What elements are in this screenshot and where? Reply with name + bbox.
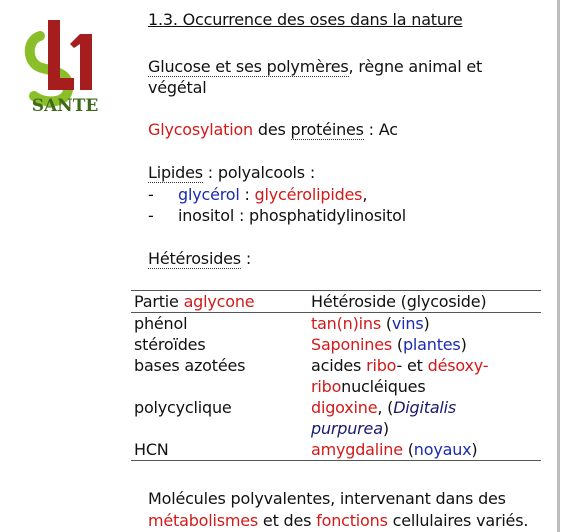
l1-sante-logo [24,16,106,116]
logo-one-flag [70,34,80,48]
table-row: phénol tan(n)ins (vins) [134,314,430,333]
logo-text: SANTE [31,96,99,116]
logo-l-foot [48,78,74,90]
glucose-paragraph: Glucose et ses polymères, règne animal et végétal [148,57,483,97]
list-item: - glycérol : glycérolipides, [148,185,368,204]
glycosylation-term: Glycosylation [148,120,254,139]
heterosides-label: Hétérosides [148,249,241,268]
page-title: 1.3. Occurrence des oses dans la nature [148,10,463,29]
footer-paragraph: Molécules polyvalentes, intervenant dans des métabolismes et des fonctions cellulaires variés. [148,489,529,530]
lipides-label: Lipides [148,163,203,182]
list-item: - inositol : phosphatidylinositol [148,206,407,225]
lipides-heading: Lipides : polyalcools : [148,163,316,182]
table-header-row: Partie aglycone Hétéroside (glycoside) [131,291,541,313]
heterosides-heading: Hétérosides : [148,249,252,268]
table-row: polycyclique digoxine, (Digitalis purpurea) [134,398,457,438]
heterosides-table [131,290,541,461]
logo-one-bar [80,34,92,90]
glucose-label: Glucose et ses polymères [148,57,349,76]
table-row: HCN amygdaline (noyaux) [131,439,541,461]
table-row: stéroïdes Saponines (plantes) [134,335,467,354]
glycosylation-paragraph: Glycosylation des protéines : Ac [148,120,398,139]
table-row: bases azotées acides ribo- et désoxy- ribonucléiques [134,356,489,396]
proteines-term: protéines [290,120,364,139]
